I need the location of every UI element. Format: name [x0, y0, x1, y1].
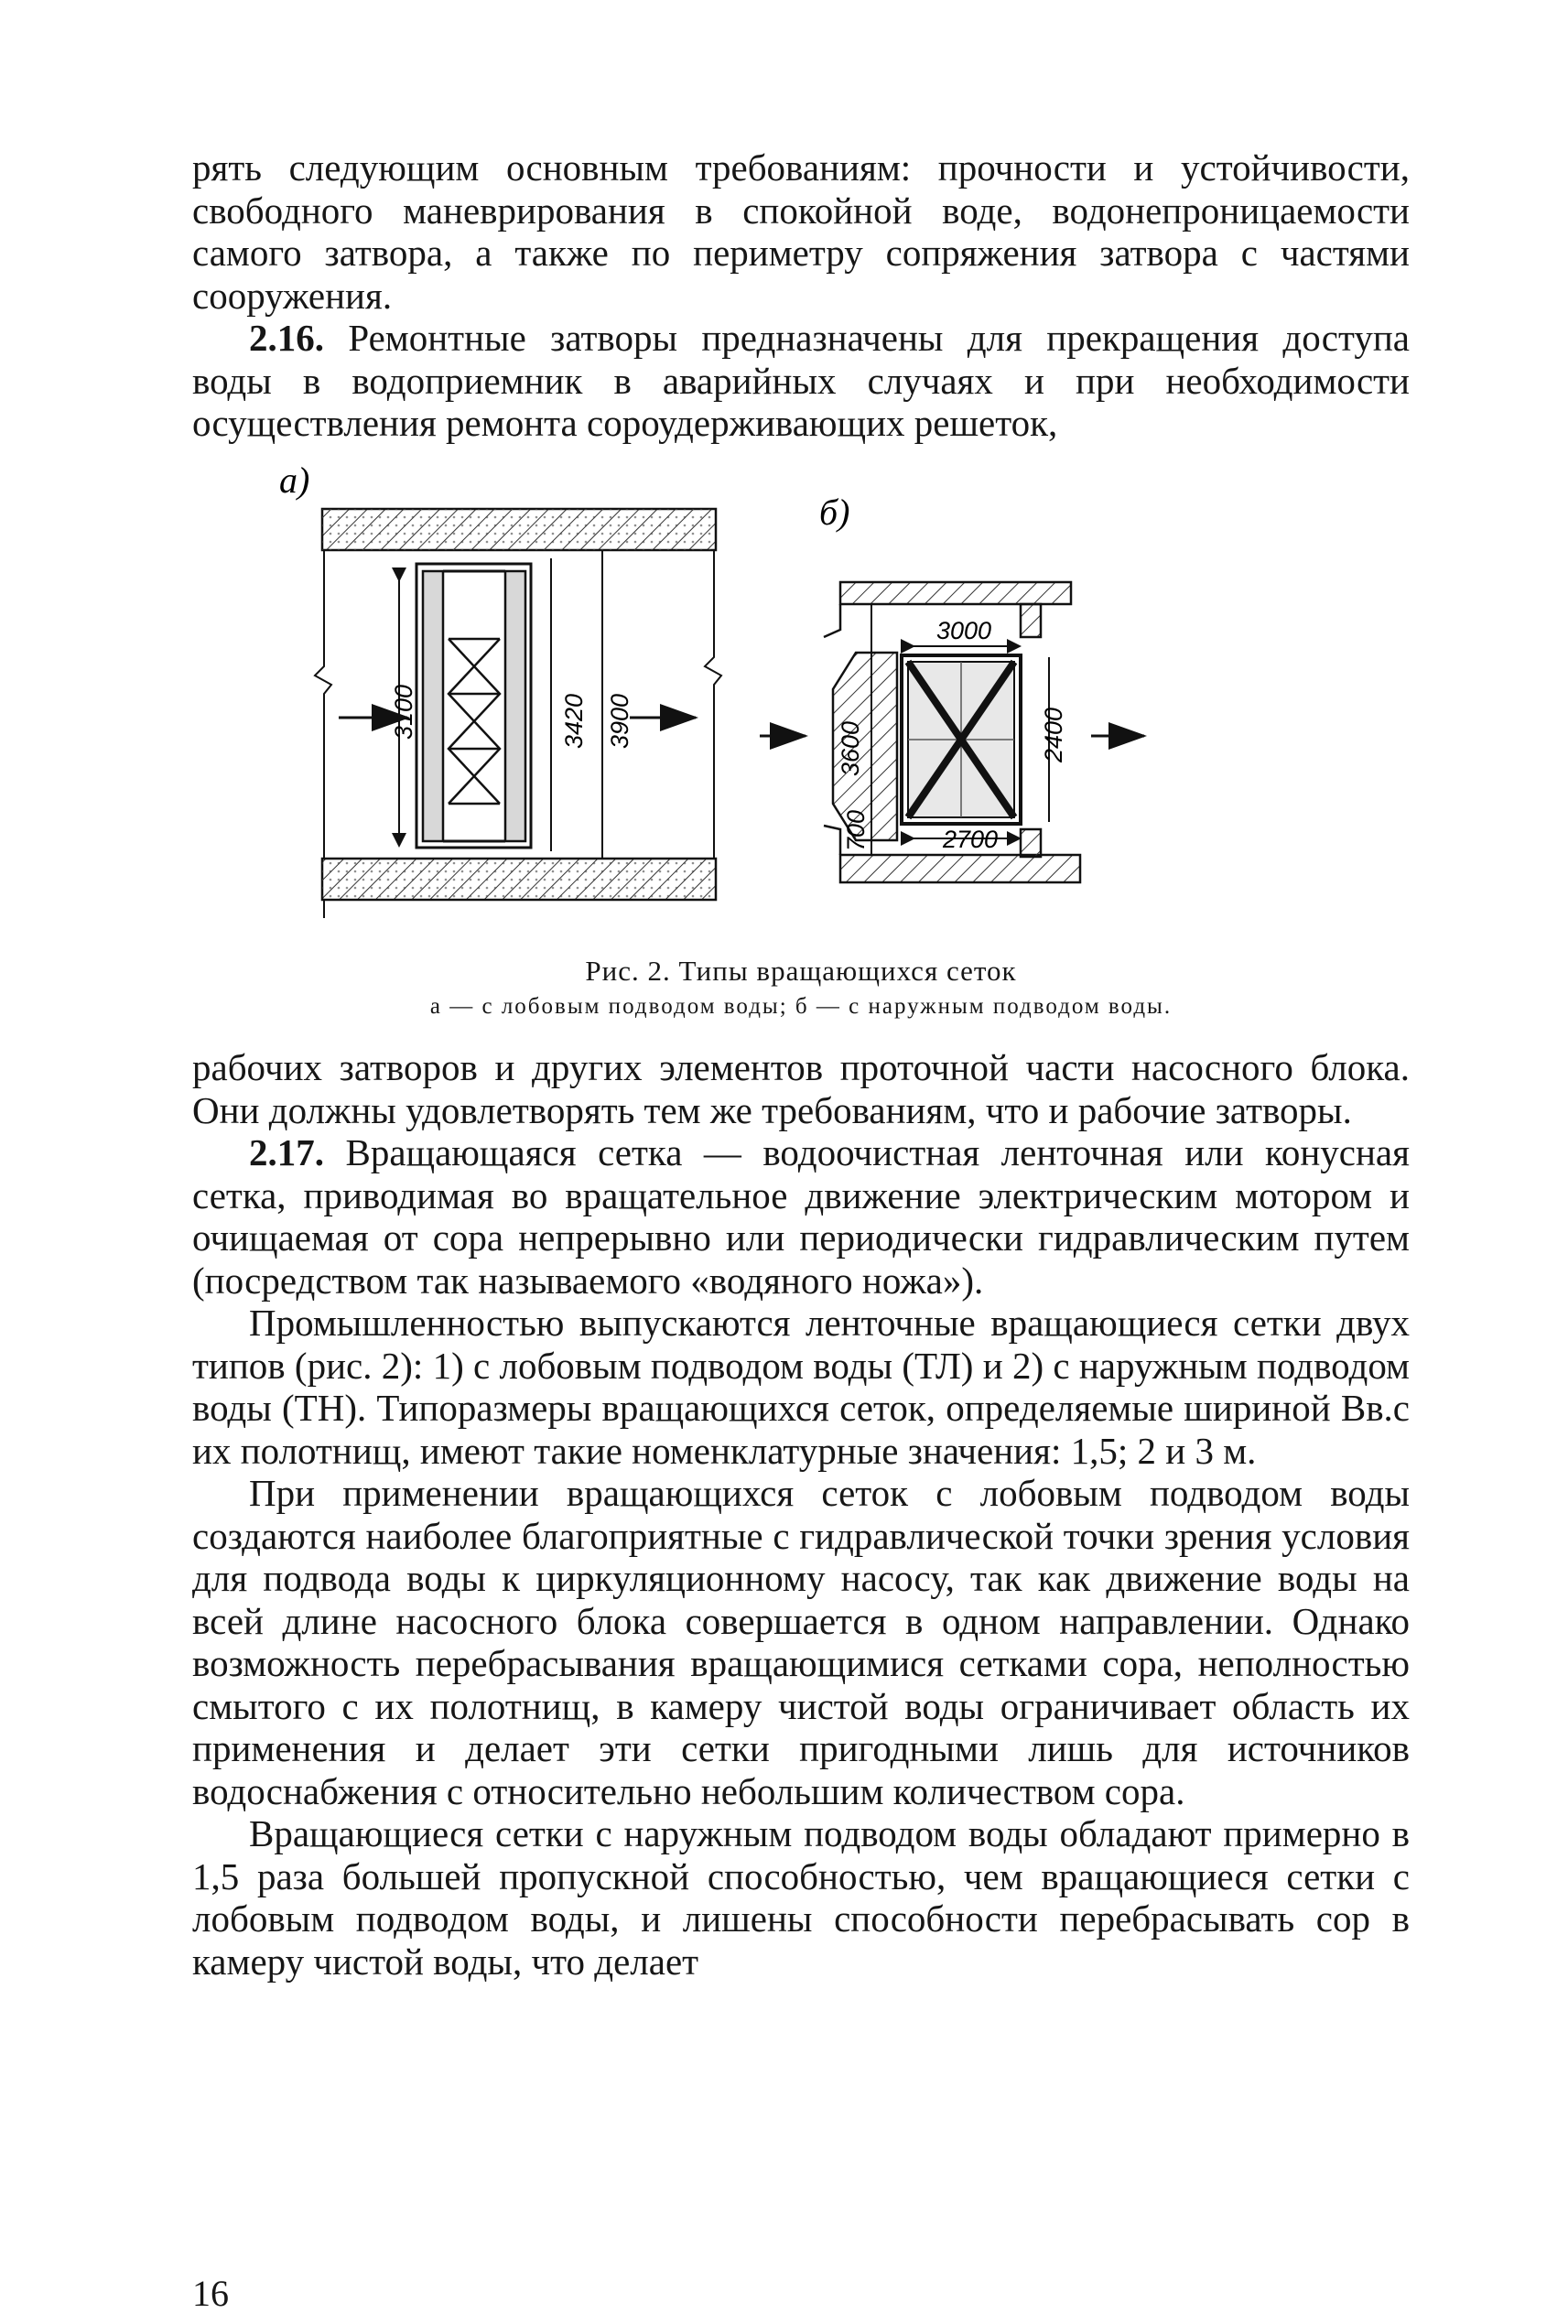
figure-label-b: б) [819, 492, 850, 533]
dim-label: 3000 [936, 617, 992, 644]
dim-label: 700 [842, 809, 870, 851]
paragraph-text: Вращающиеся сетки с наружным подводом воды обладают примерно в 1,5 раза большей пропускной способностью, чем вращающиеся сетки с лобовым подводом воды, и лишены способности перебрасывать сор в камеру чистой воды, что делает [192, 1812, 1410, 1983]
paragraph-text: Ремонтные затворы предназначены для прекращения доступа воды в водоприемник в аварийных случаях и при необходимости осуществления ремонта сороудерживающих решеток, [192, 317, 1410, 444]
text-block-top [192, 146, 1410, 445]
page-number: 16 [192, 2273, 229, 2314]
paragraph-text: При применении вращающихся сеток с лобовым подводом воды создаются наиболее благоприятные с гидравлической точки зрения условия для подвода воды к циркуляционному насосу, так как движение воды на всей длине насосного блока совершается в одном направлении. Однако возможность перебрасывания вращающимися сетками сора, неполностью смытого с их полотнищ, в камеру чистой воды ограничивает область их применения и делает эти сетки пригодными лишь для источников водоснабжения с относительно небольшим количеством сора. [192, 1472, 1410, 1812]
figure-caption-title: Рис. 2. Типы вращающихся сеток [585, 955, 1017, 987]
dim-label: 3420 [560, 693, 588, 749]
section-number: 2.17. [249, 1131, 324, 1173]
paragraph-text: Промышленностью выпускаются ленточные вращающиеся сетки двух типов (рис. 2): 1) с лобовым подводом воды (ТЛ) и 2) с наружным подводом воды (ТН). Типоразмеры вращающихся сеток, определяемые шириной Bв.с их полотнищ, имеют такие номенклатурные значения: 1,5; 2 и 3 м. [192, 1302, 1410, 1472]
diagram-a [279, 459, 721, 918]
figure-rotating-screens [279, 456, 1236, 950]
figure-drawing [279, 456, 1236, 950]
paragraph-5 [192, 1302, 1410, 1472]
paragraph-3 [192, 1046, 1410, 1131]
dim-label: 3100 [390, 684, 417, 740]
paragraph-2 [192, 317, 1410, 445]
paragraph-text: рабочих затворов и других элементов проточной части насосного блока. Они должны удовлетворять тем же требованиям, что и рабочие затворы. [192, 1046, 1410, 1131]
figure-label-a: а) [279, 459, 310, 501]
figure-caption-legend: а — с лобовым подводом воды; б — с наружным подводом воды. [429, 994, 1173, 1019]
text-block-bottom [192, 1046, 1410, 1983]
dim-label: 2700 [943, 826, 999, 853]
paragraph-6 [192, 1472, 1410, 1812]
paragraph-text: рять следующим основным требованиям: прочности и устойчивости, свободного маневрирования в спокойной воде, водонепроницаемости самого затвора, а также по периметру сопряжения затвора с частями сооружения. [192, 146, 1410, 317]
paragraph-1 [192, 146, 1410, 317]
section-number: 2.16. [249, 317, 324, 359]
paragraph-4 [192, 1131, 1410, 1302]
paragraph-7 [192, 1812, 1410, 1983]
dim-label: 2400 [1040, 707, 1067, 762]
dim-label: 3600 [837, 720, 864, 776]
diagram-b [760, 492, 1144, 882]
paragraph-text: Вращающаяся сетка — водоочистная ленточная или конусная сетка, приводимая во вращательное движение электрическим мотором и очищаемая от сора непрерывно или периодически гидравлическим путем (посредством так называемого «водяного ножа»). [192, 1131, 1410, 1302]
dim-label: 3900 [606, 693, 633, 749]
